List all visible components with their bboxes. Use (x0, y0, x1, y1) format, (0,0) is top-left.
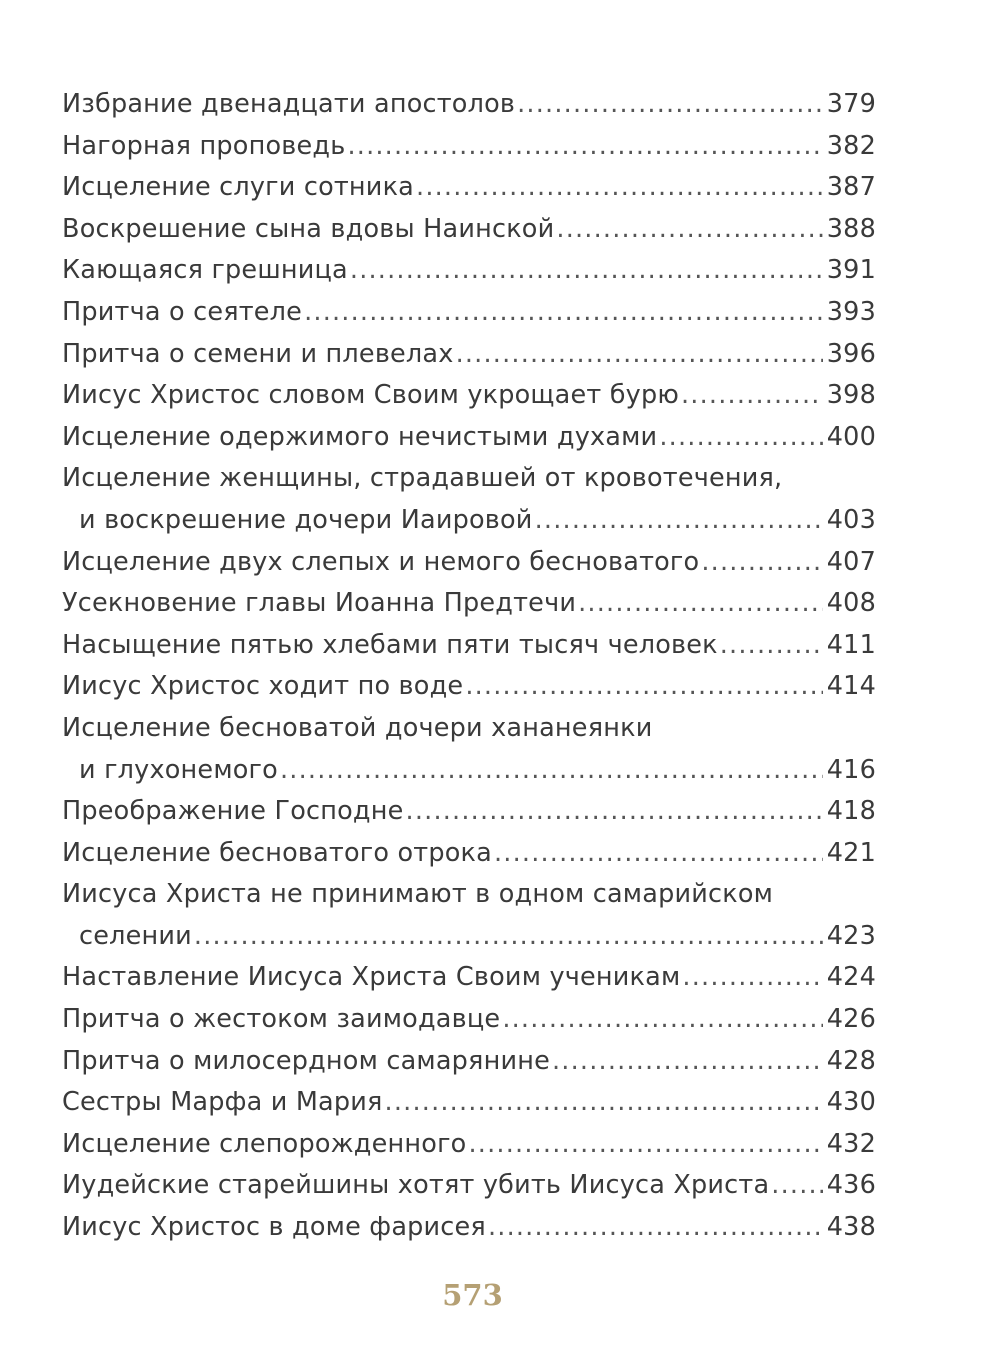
toc-entry (62, 417, 876, 459)
toc-entry-title: Исцеление бесноватого отрока (62, 837, 492, 868)
dot-leader (701, 542, 822, 584)
dot-leader (578, 583, 823, 625)
toc-entry-title: Насыщение пятью хлебами пяти тысяч человек (62, 629, 718, 660)
toc-entry (62, 708, 876, 750)
toc-entry-page: 430 (826, 1087, 876, 1118)
toc-entry (62, 458, 876, 500)
toc-entry (62, 1082, 876, 1124)
toc-entry-page: 411 (826, 629, 876, 660)
toc-entry-title: Притча о семени и плевелах (62, 338, 454, 369)
toc-entry-page: 423 (826, 920, 876, 951)
toc-entry-title: Притча о сеятеле (62, 296, 303, 327)
toc-entry-title: Притча о милосердном самарянине (62, 1045, 550, 1076)
toc-entry-page: 408 (826, 588, 876, 619)
toc-entry-title: Исцеление женщины, страдавшей от кровотечения, (62, 463, 783, 494)
toc-entry-title: селении (79, 920, 192, 951)
toc-entry-title: Исцеление одержимого нечистыми духами (62, 421, 658, 452)
toc-entry-page: 432 (826, 1128, 876, 1159)
dot-leader (682, 957, 822, 999)
toc-entry-page: 382 (826, 130, 876, 161)
toc-entry-page: 398 (826, 380, 876, 411)
dot-leader (502, 999, 822, 1041)
toc-entry-title: Исцеление слепорожденного (62, 1128, 467, 1159)
toc-entry-page: 424 (826, 962, 876, 993)
toc-entry (62, 1165, 876, 1207)
toc-entry-page: 388 (826, 213, 876, 244)
toc-entry (62, 167, 876, 209)
toc-entry-title: Кающаяся грешница (62, 255, 348, 286)
toc-entry (62, 833, 876, 875)
toc-entry (62, 957, 876, 999)
toc-entry (62, 126, 876, 168)
dot-leader (456, 334, 823, 376)
toc-entry (62, 542, 876, 584)
dot-leader (517, 84, 823, 126)
dot-leader (416, 167, 823, 209)
toc-entry (62, 375, 876, 417)
dot-leader (494, 833, 823, 875)
toc-entry-page: 379 (826, 89, 876, 119)
dot-leader (535, 500, 823, 542)
toc-entry-page: 428 (826, 1045, 876, 1076)
toc-entry-page: 418 (826, 796, 876, 827)
toc-entry-title: Усекновение главы Иоанна Предтечи (62, 588, 577, 619)
table-of-contents (62, 84, 876, 1249)
dot-leader (468, 1124, 822, 1166)
toc-entry-title: Нагорная проповедь (62, 130, 346, 161)
dot-leader (406, 791, 823, 833)
toc-entry (62, 84, 876, 126)
dot-leader (350, 250, 823, 292)
toc-entry (62, 209, 876, 251)
toc-entry-title: Воскрешение сына вдовы Наинской (62, 213, 555, 244)
dot-leader (280, 750, 823, 792)
toc-entry (62, 1207, 876, 1249)
toc-entry-title: Исцеление бесноватой дочери хананеянки (62, 712, 653, 743)
toc-entry (62, 334, 876, 376)
toc-entry-title: Наставление Иисуса Христа Своим ученикам (62, 962, 681, 993)
toc-entry-page: 407 (826, 546, 876, 577)
toc-entry-title: Преображение Господне (62, 796, 404, 827)
dot-leader (681, 375, 823, 417)
toc-entry-title: Исцеление слуги сотника (62, 172, 415, 203)
toc-entry-title: Исцеление двух слепых и немого бесноватого (62, 546, 700, 577)
dot-leader (194, 916, 823, 958)
dot-leader (304, 292, 823, 334)
toc-entry (62, 999, 876, 1041)
toc-entry-page: 416 (826, 754, 876, 785)
toc-entry-title: Избрание двенадцати апостолов (62, 89, 516, 119)
toc-entry-page: 438 (826, 1212, 876, 1243)
toc-entry-page: 393 (826, 296, 876, 327)
toc-entry-title: и глухонемого (79, 754, 278, 785)
toc-entry-title: Иисус Христос ходит по воде (62, 671, 464, 702)
toc-entry-page: 421 (826, 837, 876, 868)
dot-leader (771, 1165, 822, 1207)
toc-entry (62, 583, 876, 625)
toc-entry (62, 625, 876, 667)
toc-entry-page: 426 (826, 1004, 876, 1035)
dot-leader (347, 126, 822, 168)
dot-leader (552, 1041, 823, 1083)
toc-entry-page: 391 (826, 255, 876, 286)
toc-entry-title: и воскрешение дочери Иаировой (79, 504, 533, 535)
toc-entry (62, 250, 876, 292)
dot-leader (385, 1082, 823, 1124)
toc-entry (62, 666, 876, 708)
toc-entry (62, 916, 876, 958)
dot-leader (488, 1207, 823, 1249)
toc-entry-title: Иудейские старейшины хотят убить Иисуса Христа (62, 1170, 770, 1201)
toc-entry-page: 403 (826, 504, 876, 535)
toc-entry (62, 874, 876, 916)
toc-entry-page: 396 (826, 338, 876, 369)
dot-leader (720, 625, 823, 667)
toc-entry-title: Иисуса Христа не принимают в одном самарийском (62, 879, 774, 910)
toc-entry (62, 1041, 876, 1083)
toc-entry (62, 292, 876, 334)
toc-entry-title: Иисус Христос в доме фарисея (62, 1212, 486, 1243)
toc-entry-page: 436 (826, 1170, 876, 1201)
toc-entry-page: 387 (826, 172, 876, 203)
toc-entry-title: Сестры Марфа и Мария (62, 1087, 383, 1118)
page-number: 573 (442, 1278, 503, 1312)
toc-entry-title: Притча о жестоком заимодавце (62, 1004, 501, 1035)
toc-entry-page: 414 (826, 671, 876, 702)
toc-entry-title: Иисус Христос словом Своим укрощает бурю (62, 380, 679, 411)
dot-leader (556, 209, 822, 251)
dot-leader (659, 417, 822, 459)
toc-entry (62, 500, 876, 542)
toc-entry-page: 400 (826, 421, 876, 452)
toc-entry (62, 750, 876, 792)
dot-leader (465, 666, 822, 708)
toc-entry (62, 1124, 876, 1166)
toc-entry (62, 791, 876, 833)
